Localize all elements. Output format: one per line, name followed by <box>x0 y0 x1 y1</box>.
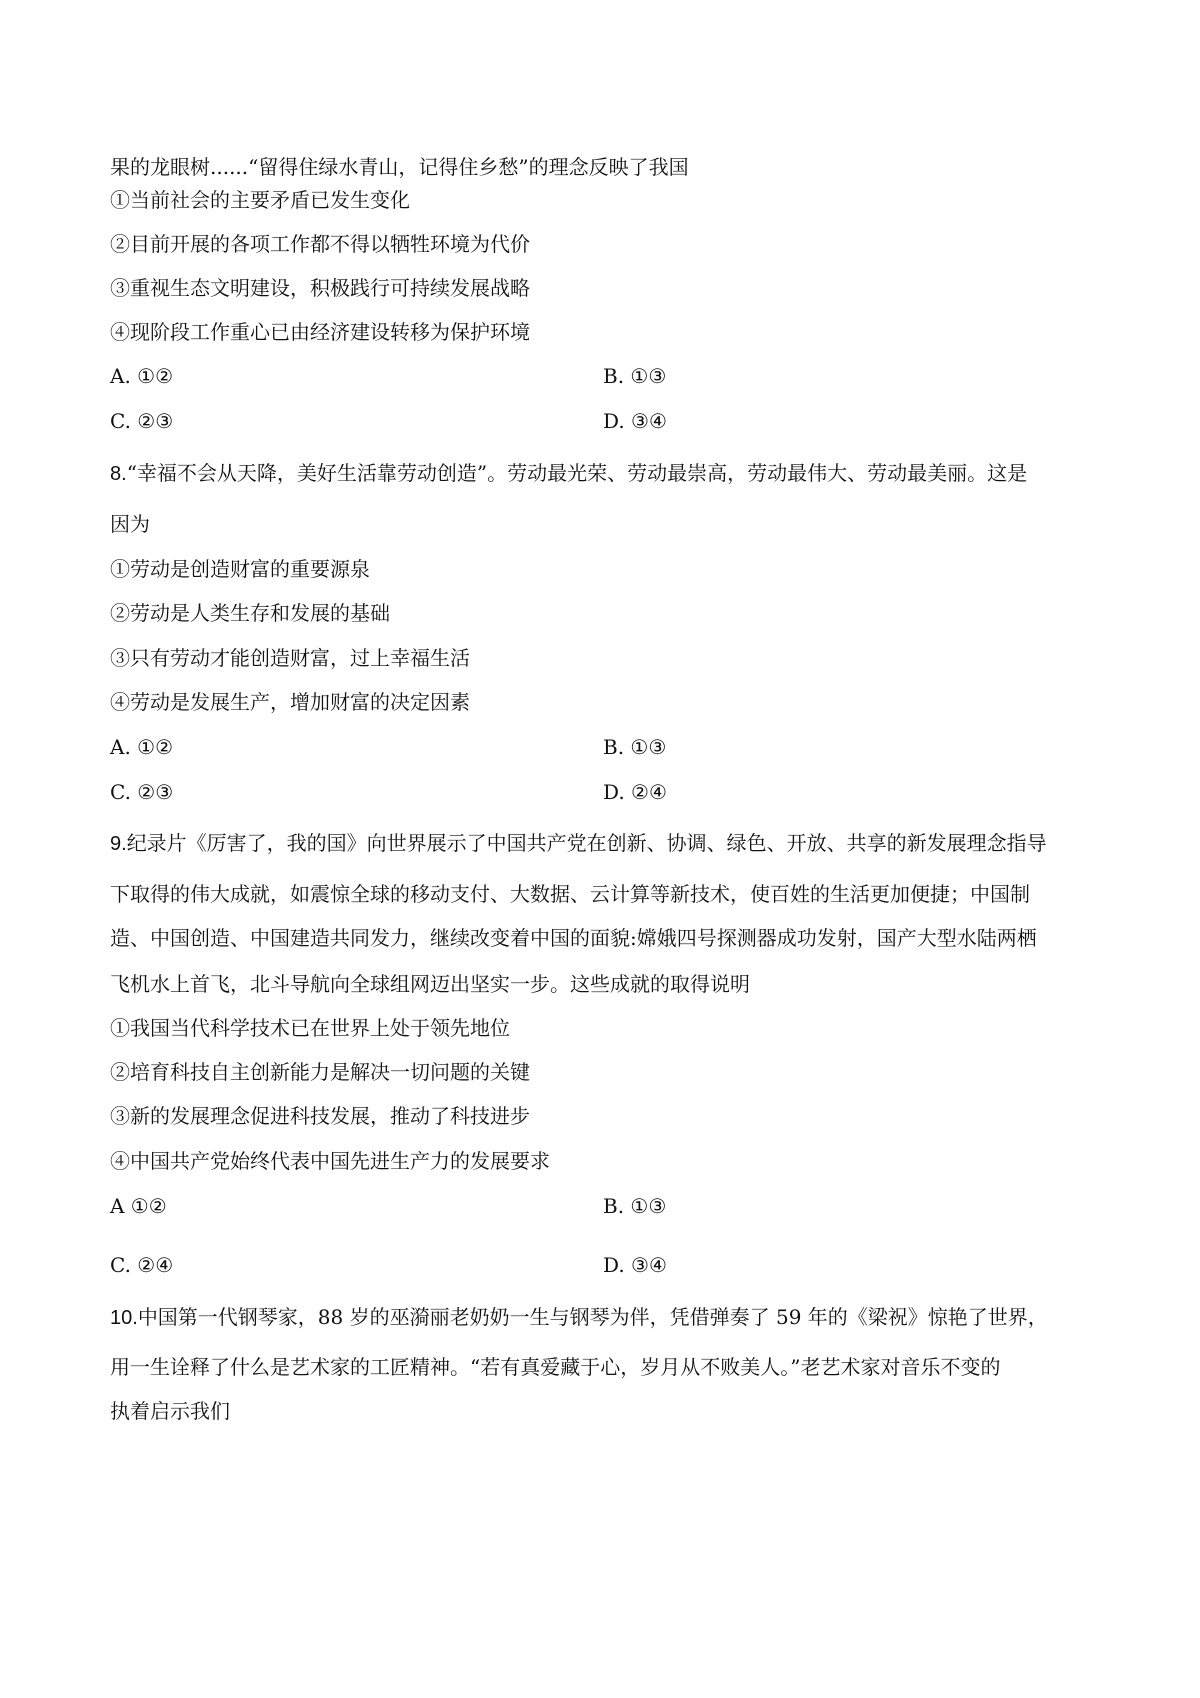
q9-option-d: D. ③④ <box>603 1253 667 1277</box>
q9-stem-text-1: 纪录片《厉害了，我的国》向世界展示了中国共产党在创新、协调、绿色、开放、共享的新发展理念指导 <box>126 831 1047 855</box>
q8-stem-line-1 <box>110 459 1100 488</box>
q9-stem-line-4: 飞机水上首飞，北斗导航向全球组网迈出坚实一步。这些成就的取得说明 <box>110 972 750 996</box>
q8-option-a: A. ①② <box>110 735 174 759</box>
q8-option-c: C. ②③ <box>110 780 174 804</box>
q7-option-c: C. ②③ <box>110 409 174 433</box>
q8-option-b: B. ①③ <box>603 735 667 759</box>
q8-number: 8. <box>110 463 127 485</box>
q7-option-b: B. ①③ <box>603 364 667 388</box>
q9-stem-line-1 <box>110 829 1100 858</box>
q9-number: 9. <box>110 833 127 855</box>
q8-item-4: ④劳动是发展生产，增加财富的决定因素 <box>110 690 470 714</box>
q8-item-1: ①劳动是创造财富的重要源泉 <box>110 557 370 581</box>
q9-option-b: B. ①③ <box>603 1194 667 1218</box>
q9-stem-line-2: 下取得的伟大成就，如震惊全球的移动支付、大数据、云计算等新技术，使百姓的生活更加便捷；中国制 <box>110 882 1030 906</box>
q8-stem-line-2: 因为 <box>110 512 150 536</box>
q9-option-c: C. ②④ <box>110 1253 174 1277</box>
q7-item-2: ②目前开展的各项工作都不得以牺牲环境为代价 <box>110 232 530 256</box>
q7-item-4: ④现阶段工作重心已由经济建设转移为保护环境 <box>110 320 530 344</box>
q7-item-3: ③重视生态文明建设，积极践行可持续发展战略 <box>110 276 530 300</box>
q10-stem-line-2: 用一生诠释了什么是艺术家的工匠精神。“若有真爱藏于心，岁月从不败美人。”老艺术家对音乐不变的 <box>110 1355 1001 1379</box>
q7-item-1: ①当前社会的主要矛盾已发生变化 <box>110 188 410 212</box>
q8-item-2: ②劳动是人类生存和发展的基础 <box>110 601 390 625</box>
q9-option-a: A ①② <box>110 1194 167 1218</box>
q10-stem-line-1 <box>110 1303 1100 1332</box>
q9-stem-line-3: 造、中国创造、中国建造共同发力，继续改变着中国的面貌:嫦娥四号探测器成功发射，国产大型水陆两栖 <box>110 926 1037 950</box>
q10-stem-line-3: 执着启示我们 <box>110 1399 230 1423</box>
q7-option-a: A. ①② <box>110 364 174 388</box>
q10-stem-text-1: 中国第一代钢琴家，88 岁的巫漪丽老奶奶一生与钢琴为伴，凭借弹奏了 59 年的《梁祝》惊艳了世界， <box>137 1305 1048 1329</box>
q7-option-d: D. ③④ <box>603 409 667 433</box>
q8-option-d: D. ②④ <box>603 780 667 804</box>
q10-number: 10. <box>110 1307 138 1329</box>
q9-item-2: ②培育科技自主创新能力是解决一切问题的关键 <box>110 1060 530 1084</box>
q9-item-4: ④中国共产党始终代表中国先进生产力的发展要求 <box>110 1149 550 1173</box>
q8-stem-text-1: “幸福不会从天降，美好生活靠劳动创造”。劳动最光荣、劳动最崇高，劳动最伟大、劳动最美丽。这是 <box>126 461 1028 485</box>
q7-stem-tail: 果的龙眼树......“留得住绿水青山，记得住乡愁”的理念反映了我国 <box>110 155 689 179</box>
q9-item-1: ①我国当代科学技术已在世界上处于领先地位 <box>110 1016 510 1040</box>
q8-item-3: ③只有劳动才能创造财富，过上幸福生活 <box>110 646 470 670</box>
q9-item-3: ③新的发展理念促进科技发展，推动了科技进步 <box>110 1104 530 1128</box>
